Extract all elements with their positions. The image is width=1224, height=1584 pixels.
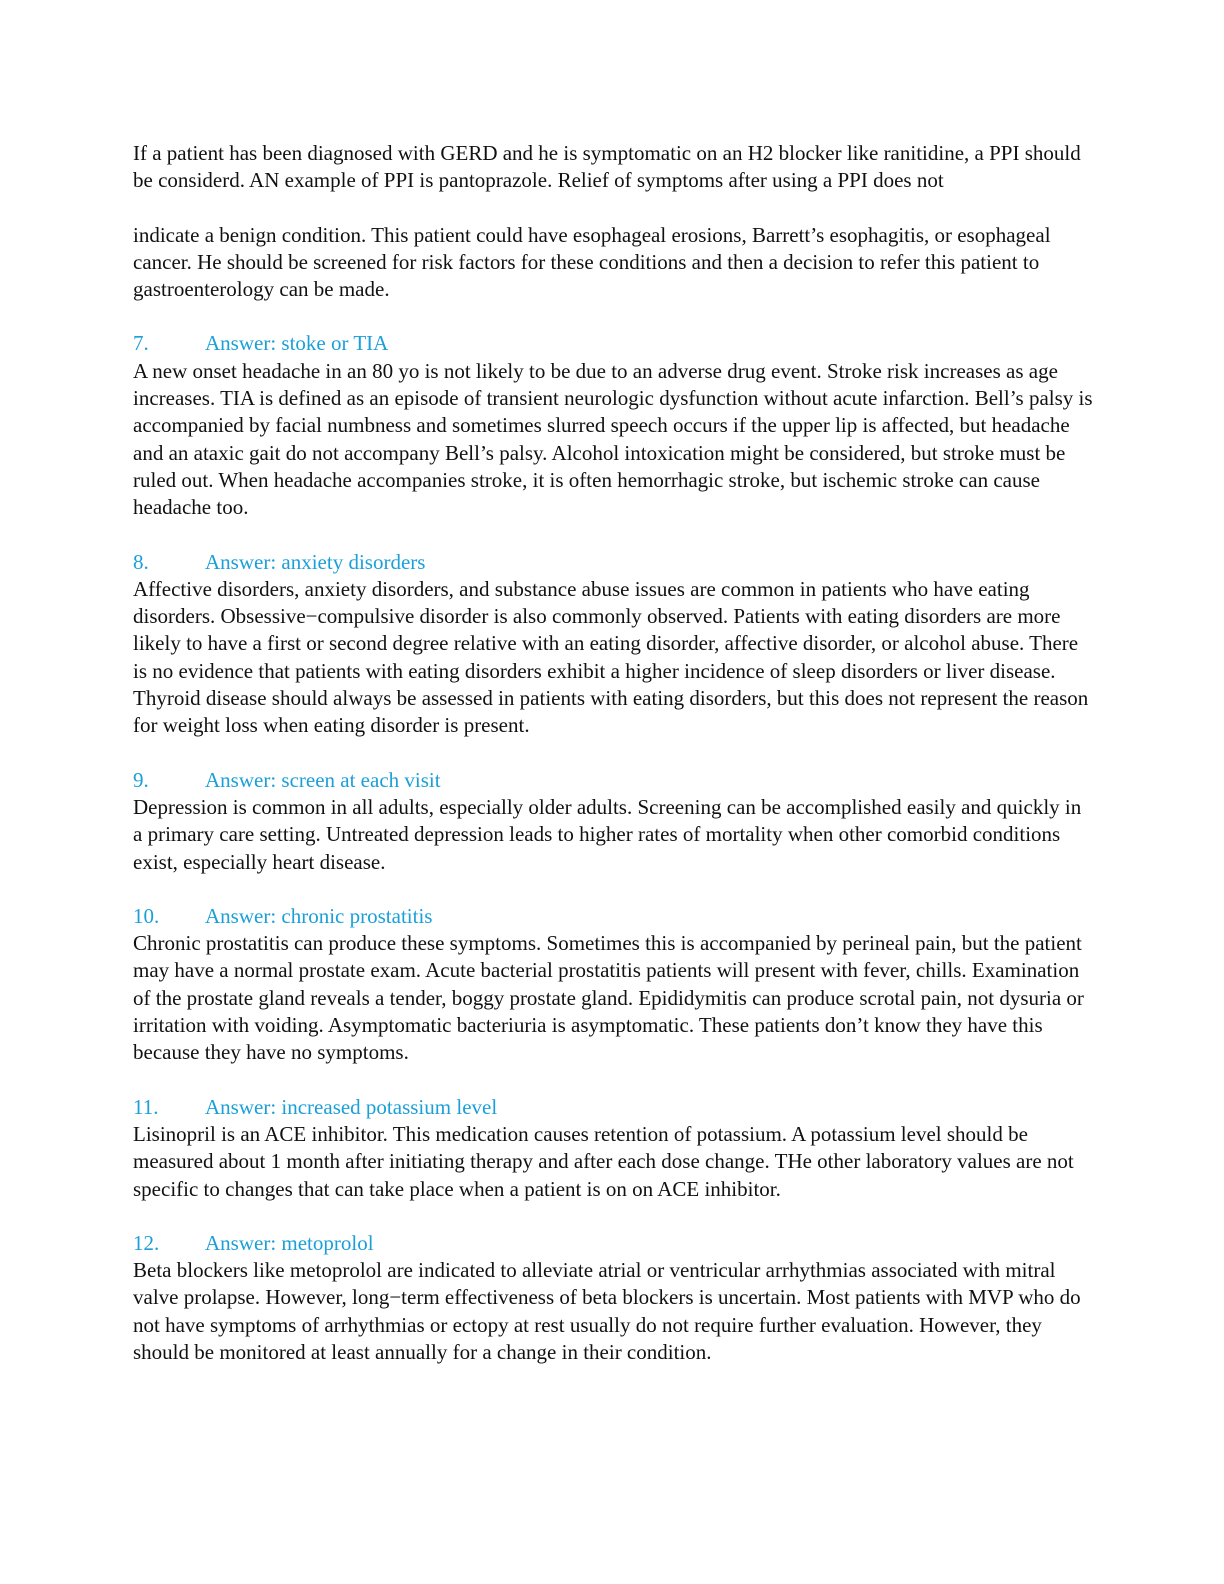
answer-body: Depression is common in all adults, especially older adults. Screening can be accomplished easily and quickly in a primary care setting. Untreated depression leads to higher rates of mortality when other comorbid conditions exist, especially heart disease. bbox=[133, 794, 1082, 874]
answer-number: 9. bbox=[133, 767, 149, 792]
answer-heading bbox=[133, 549, 1093, 576]
answer-number: 10. bbox=[133, 903, 160, 928]
intro-block-2 bbox=[133, 222, 1093, 304]
answer-title: Answer: chronic prostatitis bbox=[205, 903, 433, 928]
answer-title: Answer: increased potassium level bbox=[205, 1094, 498, 1119]
answer-body: Lisinopril is an ACE inhibitor. This medication causes retention of potassium. A potassium level should be measured about 1 month after initiating therapy and after each dose change. THe other laboratory values are not specific to changes that can take place when a patient is on on ACE inhibitor. bbox=[133, 1121, 1074, 1201]
answer-title: Answer: anxiety disorders bbox=[205, 549, 426, 574]
answer-body: Chronic prostatitis can produce these symptoms. Sometimes this is accompanied by perineal pain, but the patient may have a normal prostate exam. Acute bacterial prostatitis patients will present with fever, chills. Examination of the prostate gland reveals a tender, boggy prostate gland. Epididymitis can produce scrotal pain, not dysuria or irritation with voiding. Asymptomatic bacteriuria is asymptomatic. These patients don’t know they have this because they have no symptoms. bbox=[133, 931, 1084, 1065]
intro-paragraph-2: indicate a benign condition. This patient could have esophageal erosions, Barrett’s esophagitis, or esophageal cancer. He should be screened for risk factors for these conditions and then a decision to refer this patient to gastroenterology can be made. bbox=[133, 222, 1051, 302]
answer-11 bbox=[133, 1094, 1093, 1203]
answer-heading bbox=[133, 330, 1093, 357]
answer-heading bbox=[133, 767, 1093, 794]
answer-body: Beta blockers like metoprolol are indicated to alleviate atrial or ventricular arrhythmias associated with mitral valve prolapse. However, long−term effectiveness of beta blockers is uncertain. Most patients with MVP who do not have symptoms of arrhythmias or ectopy at rest usually do not require further evaluation. However, they should be monitored at least annually for a change in their condition. bbox=[133, 1258, 1081, 1364]
answer-title: Answer: stoke or TIA bbox=[205, 331, 389, 356]
document-page bbox=[133, 140, 1093, 1393]
intro-paragraph-1: If a patient has been diagnosed with GERD and he is symptomatic on an H2 blocker like ranitidine, a PPI should be considerd. AN example of PPI is pantoprazole. Relief of symptoms after using a PPI does not bbox=[133, 141, 1081, 193]
answer-7 bbox=[133, 330, 1093, 521]
answer-body: A new onset headache in an 80 yo is not likely to be due to an adverse drug event. Stroke risk increases as age increases. TIA is defined as an episode of transient neurologic dysfunction without acute infarction. Bell’s palsy is accompanied by facial numbness and sometimes slurred speech occurs if the upper lip is affected, but headache and an ataxic gait do not accompany Bell’s palsy. Alcohol intoxication might be considered, but stroke must be ruled out. When headache accompanies stroke, it is often hemorrhagic stroke, but ischemic stroke can cause headache too. bbox=[133, 358, 1093, 520]
answer-title: Answer: screen at each visit bbox=[205, 767, 441, 792]
answer-number: 11. bbox=[133, 1094, 159, 1119]
answer-heading bbox=[133, 1230, 1093, 1257]
answer-9 bbox=[133, 767, 1093, 876]
answer-12 bbox=[133, 1230, 1093, 1366]
intro-block-1 bbox=[133, 140, 1093, 195]
answer-title: Answer: metoprolol bbox=[205, 1230, 374, 1255]
answer-8 bbox=[133, 549, 1093, 740]
answer-number: 8. bbox=[133, 549, 149, 574]
answer-heading bbox=[133, 1094, 1093, 1121]
answer-body: Affective disorders, anxiety disorders, and substance abuse issues are common in patients who have eating disorders. Obsessive−compulsive disorder is also commonly observed. Patients with eating disorders are more likely to have a first or second degree relative with an eating disorder, affective disorder, or alcohol abuse. There is no evidence that patients with eating disorders exhibit a higher incidence of sleep disorders or liver disease. Thyroid disease should always be assessed in patients with eating disorders, but this does not represent the reason for weight loss when eating disorder is present. bbox=[133, 576, 1089, 738]
answer-number: 7. bbox=[133, 331, 149, 356]
answer-10 bbox=[133, 903, 1093, 1067]
answer-number: 12. bbox=[133, 1230, 160, 1255]
answer-heading bbox=[133, 903, 1093, 930]
